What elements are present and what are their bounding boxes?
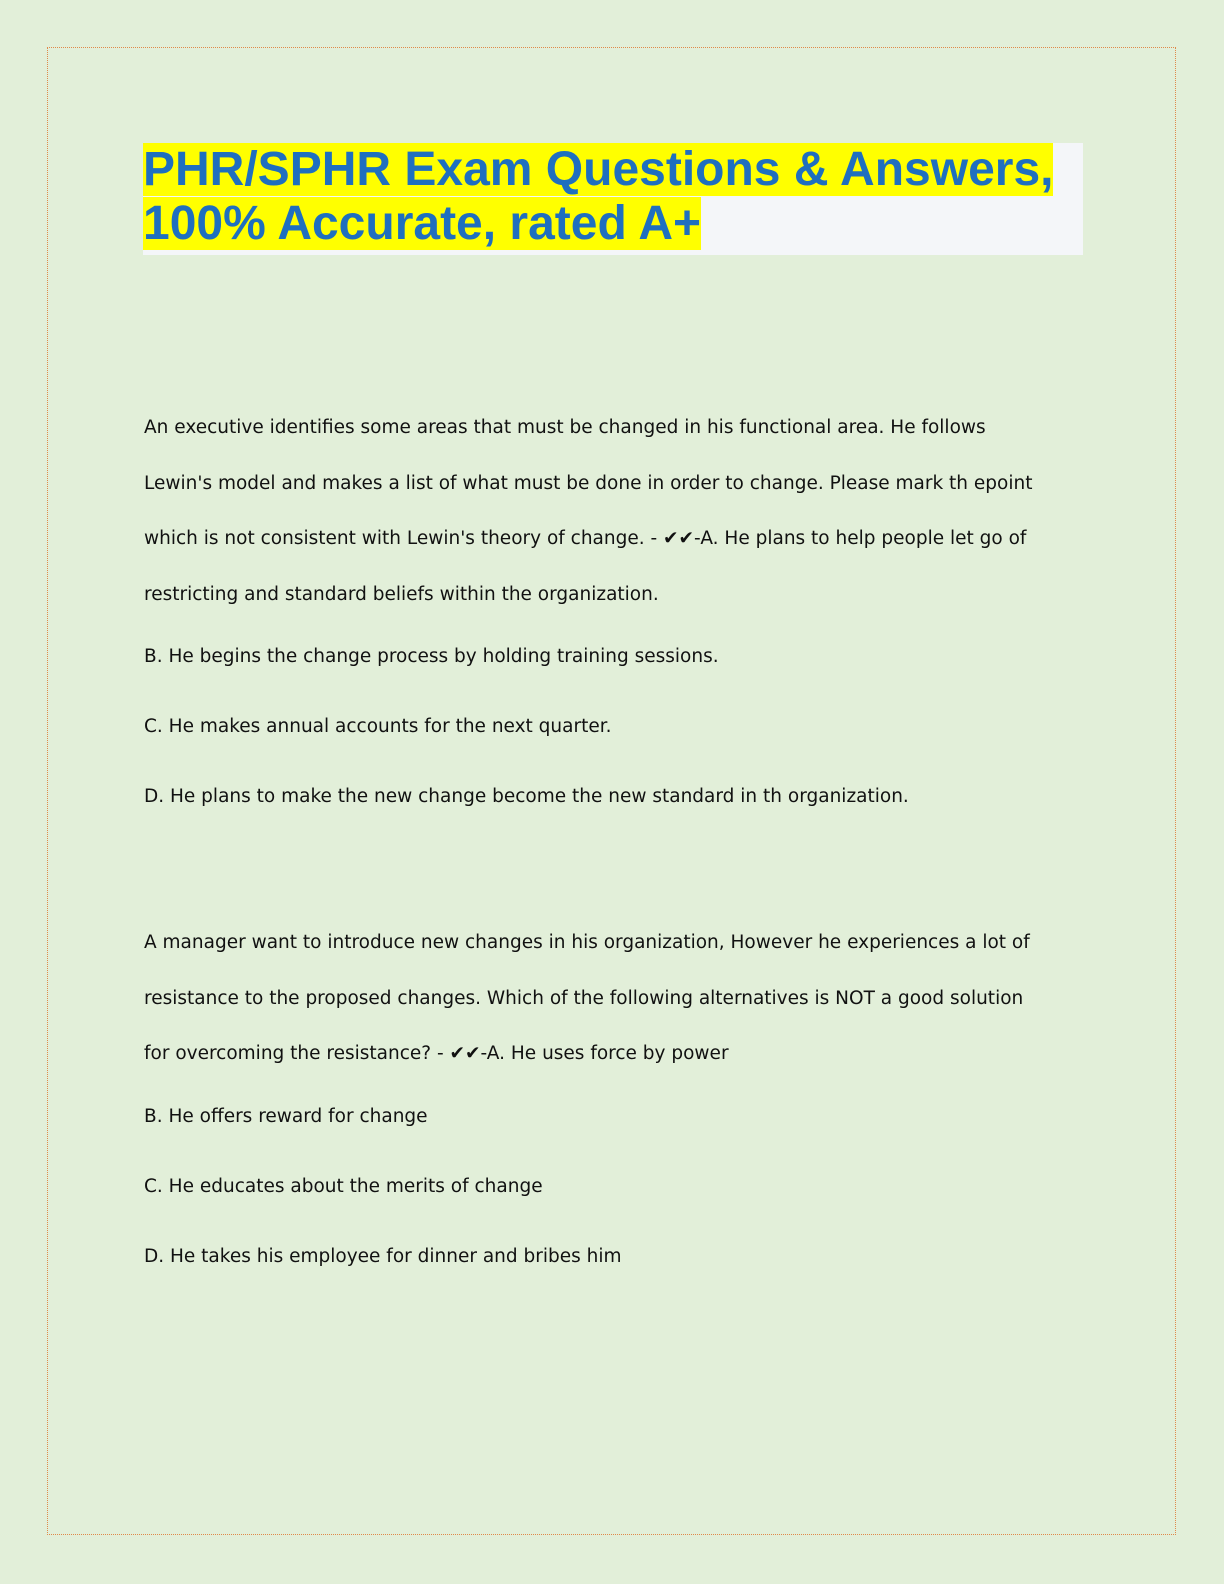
answer-option-d: D. He plans to make the new change become the new standard in th organization. — [144, 786, 909, 807]
title-block — [143, 143, 1083, 255]
answer-option-b: B. He begins the change process by holding training sessions. — [144, 646, 719, 667]
answer-option-c: C. He educates about the merits of change — [144, 1175, 543, 1197]
title-line-2: 100% Accurate, rated A+ — [143, 197, 702, 250]
answer-option-c: C. He makes annual accounts for the next quarter. — [144, 716, 612, 737]
question-text: An executive identifies some areas that must be changed in his functional area. He follows Lewin's model and makes a list of what must be done in order to change. Please mark th epoint which is not consistent with Lewin's theory of change. - ✔✔-A. He plans to help people let go of restricting and standard beliefs within the organization. — [144, 417, 1033, 605]
answer-option-d: D. He takes his employee for dinner and bribes him — [144, 1245, 622, 1267]
document-title — [143, 143, 1083, 251]
question-1 — [144, 400, 1044, 832]
question-2 — [144, 915, 1044, 1292]
question-text: A manager want to introduce new changes in his organization, However he experiences a lot of resistance to the proposed changes. Which of the following alternatives is NOT a good solution for overcoming the resistance? - ✔✔-A. He uses force by power — [144, 932, 1030, 1064]
answer-option-b: B. He offers reward for change — [144, 1105, 428, 1127]
title-line-1: PHR/SPHR Exam Questions & Answers, — [143, 143, 1054, 196]
